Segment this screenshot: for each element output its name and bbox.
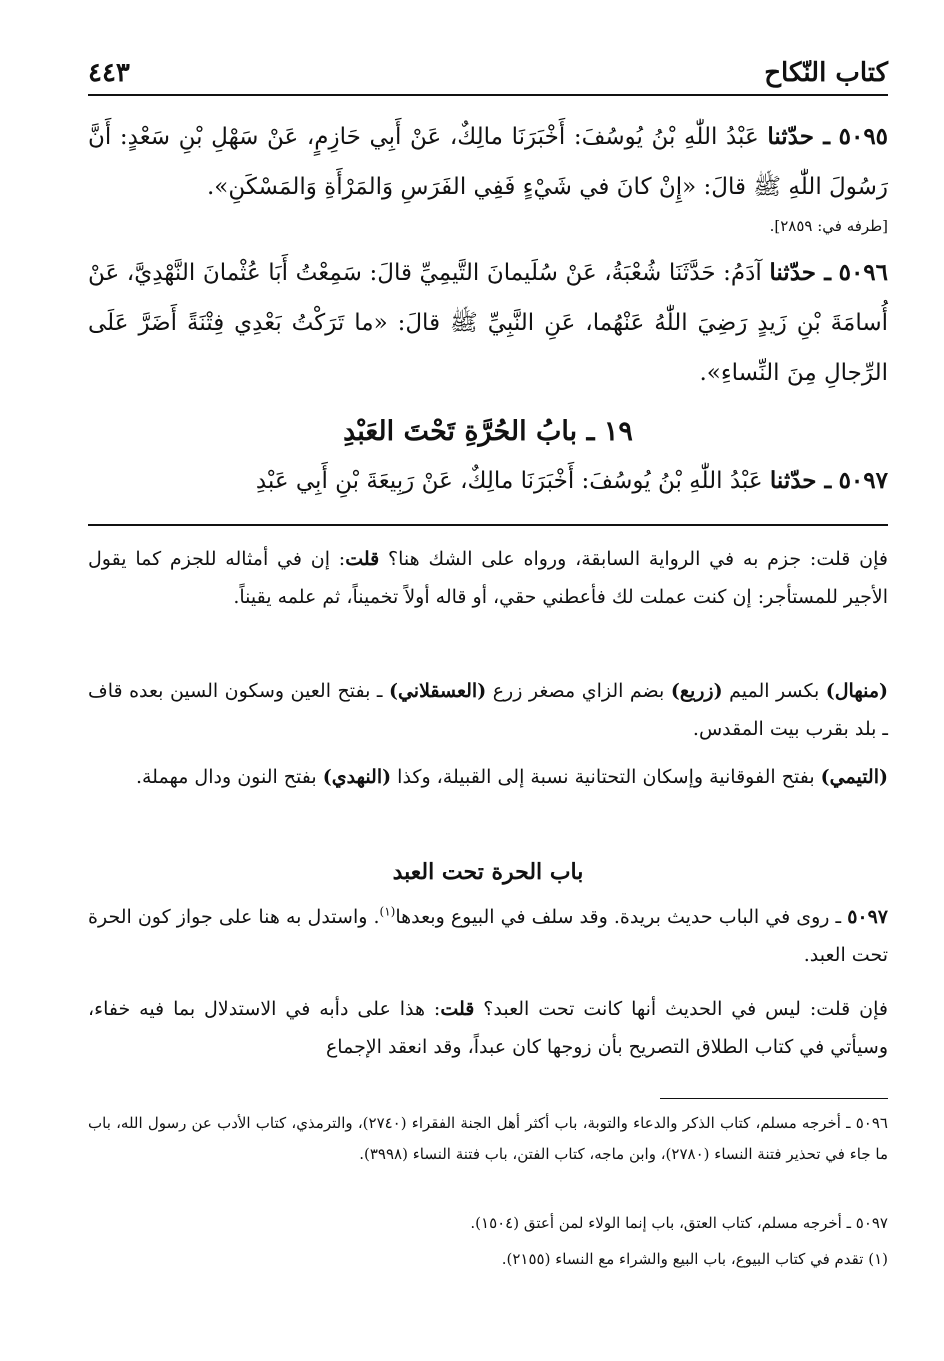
- hadith-5095: ٥٠٩٥ ـ حدّثنا عَبْدُ اللّٰهِ بْنُ يُوسُفَ: أَخْبَرَنَا مالِكٌ، عَنْ أَبِي حَازِمٍ، عَنْ سَهْلِ بْنِ سَعْدٍ: أَنَّ رَسُولَ اللّٰهِ ﷺ قالَ: «إِنْ كانَ في شَيْءٍ فَفِي الفَرَسِ وَالمَرْأَةِ وَالمَسْكَنِ».: [88, 123, 889, 200]
- bab-heading: ١٩ ـ بابُ الحُرَّةِ تَحْتَ العَبْدِ: [343, 416, 633, 447]
- hadith-number: ٥٠٩٧: [847, 906, 889, 928]
- footnote-marker: (١): [379, 904, 396, 919]
- commentary-text: بكسر الميم: [722, 680, 826, 702]
- commentary-text: ـ بفتح العين وسكون السين بعده قاف ـ بلد بقرب بيت المقدس.: [88, 680, 888, 740]
- running-header: [88, 50, 888, 96]
- commentary-text: بفتح الفوقانية وإسكان التحتانية نسبة إلى القبيلة، وكذا: [391, 766, 821, 788]
- hadith-text: آدَمُ: حَدَّثَنَا شُعْبَةُ، عَنْ سُلَيمانَ التَّيمِيِّ قالَ: سَمِعْتُ أَبَا عُثْمانَ النَّهْدِيَّ، عَنْ أُسامَةَ بْنِ زَيدٍ رَضِيَ اللّٰهُ عَنْهُما، عَنِ النَّبِيِّ ﷺ قالَ: «ما تَرَكْتُ بَعْدِي فِتْنَةً أَضَرَّ عَلَى الرِّجالِ مِنَ النِّساءِ».: [88, 260, 888, 386]
- commentary-paragraph-5: [88, 990, 888, 1066]
- term: (العسقلاني): [388, 680, 487, 702]
- term: (النهدي): [322, 766, 392, 788]
- commentary-paragraph-2: [88, 672, 888, 748]
- footnote-5096: ٥٠٩٦ ـ أخرجه مسلم، كتاب الذكر والدعاء والتوبة، باب أكثر أهل الجنة الفقراء (٢٧٤٠)، والترمذي، كتاب الأدب عن رسول الله، باب ما جاء في تحذير فتنة النساء (٢٧٨٠)، وابن ماجه، كتاب الفتن، باب فتنة النساء (٣٩٩٨).: [88, 1114, 888, 1163]
- page-number: ٤٤٣: [88, 58, 130, 88]
- commentary-text: . واستدل به هنا على جواز كون الحرة تحت العبد.: [88, 906, 888, 966]
- commentary-subheading: باب الحرة تحت العبد: [392, 859, 584, 885]
- hadith-5096: ٥٠٩٦ ـ حدّثنا آدَمُ: حَدَّثَنَا شُعْبَةُ، عَنْ سُلَيمانَ التَّيمِيِّ قالَ: سَمِعْتُ أَبَا عُثْمانَ النَّهْدِيَّ، عَنْ أُسامَةَ بْنِ زَيدٍ رَضِيَ اللّٰهُ عَنْهُما، عَنِ النَّبِيِّ ﷺ قالَ: «ما تَرَكْتُ بَعْدِي فِتْنَةً أَضَرَّ عَلَى الرِّجالِ مِنَ النِّساءِ».: [88, 259, 889, 386]
- commentary-paragraph-3: [88, 758, 888, 796]
- commentary-text: بضم الزاي مصغر زرع: [486, 680, 671, 702]
- commentary-text: : هذا على دأبه في الاستدلال بما فيه خفاء، وسيأتي في كتاب الطلاق التصريح بأن زوجها كان عبداً، وقد انعقد الإجماع: [88, 998, 888, 1058]
- commentary-text: ـ روى في الباب حديث بريدة. وقد سلف في البيوع وبعدها: [395, 906, 848, 928]
- hadith-lead: حدّثنا: [769, 467, 817, 494]
- commentary-text: فإن قلت: جزم به في الرواية السابقة، ورواه على الشك هنا؟: [379, 548, 888, 570]
- commentary-paragraph-4: [88, 898, 888, 974]
- cross-reference: [88, 214, 888, 238]
- footnote-5097: ٥٠٩٧ ـ أخرجه مسلم، كتاب العتق، باب إنما الولاء لمن أعتق (١٥٠٤).: [470, 1214, 888, 1232]
- qult-label: قلت: [345, 548, 380, 570]
- hadith-5097: ٥٠٩٧ ـ حدّثنا عَبْدُ اللّٰهِ بْنُ يُوسُفَ: أَخْبَرَنَا مالِكٌ، عَنْ رَبِيعَةَ بْنِ أَبِي عَبْدِ: [255, 467, 888, 494]
- term: (التيمي): [820, 766, 888, 788]
- hadith-number: ٥٠٩٧: [838, 467, 888, 494]
- qult-label: قلت: [440, 998, 475, 1020]
- term: (زريع): [670, 680, 723, 702]
- hadith-lead: حدّثنا: [769, 259, 816, 286]
- commentary-text: : إن في أمثاله للجزم كما يقول الأجير للمستأجر: إن كنت عملت لك فأعطني حقي، أو قاله أولاً تخميناً، ثم علمه يقيناً.: [88, 548, 888, 608]
- section-divider: [88, 524, 888, 526]
- chapter-title: كتاب النّكاح: [764, 58, 888, 88]
- commentary-text: بفتح النون ودال مهملة.: [135, 766, 323, 788]
- hadith-lead: حدّثنا: [767, 123, 814, 150]
- footnote-1: (١) تقدم في كتاب البيوع، باب البيع والشراء مع النساء (٢١٥٥).: [501, 1250, 888, 1268]
- commentary-paragraph-1: [88, 540, 888, 616]
- cross-reference-text: [طرفه في: ٢٨٥٩].: [769, 217, 888, 235]
- hadith-number: ٥٠٩٥: [838, 123, 889, 150]
- hadith-text: عَبْدُ اللّٰهِ بْنُ يُوسُفَ: أَخْبَرَنَا مالِكٌ، عَنْ رَبِيعَةَ بْنِ أَبِي عَبْدِ: [255, 468, 763, 494]
- footnote-rule: [660, 1098, 888, 1099]
- commentary-text: فإن قلت: ليس في الحديث أنها كانت تحت العبد؟: [474, 998, 889, 1020]
- term: (منهال): [825, 680, 888, 702]
- hadith-number: ٥٠٩٦: [838, 259, 889, 286]
- hadith-text: عَبْدُ اللّٰهِ بْنُ يُوسُفَ: أَخْبَرَنَا مالِكٌ، عَنْ أَبِي حَازِمٍ، عَنْ سَهْلِ بْنِ سَعْدٍ: أَنَّ رَسُولَ اللّٰهِ ﷺ قالَ: «إِنْ كانَ في شَيْءٍ فَفِي الفَرَسِ وَالمَرْأَةِ وَالمَسْكَنِ».: [88, 124, 888, 200]
